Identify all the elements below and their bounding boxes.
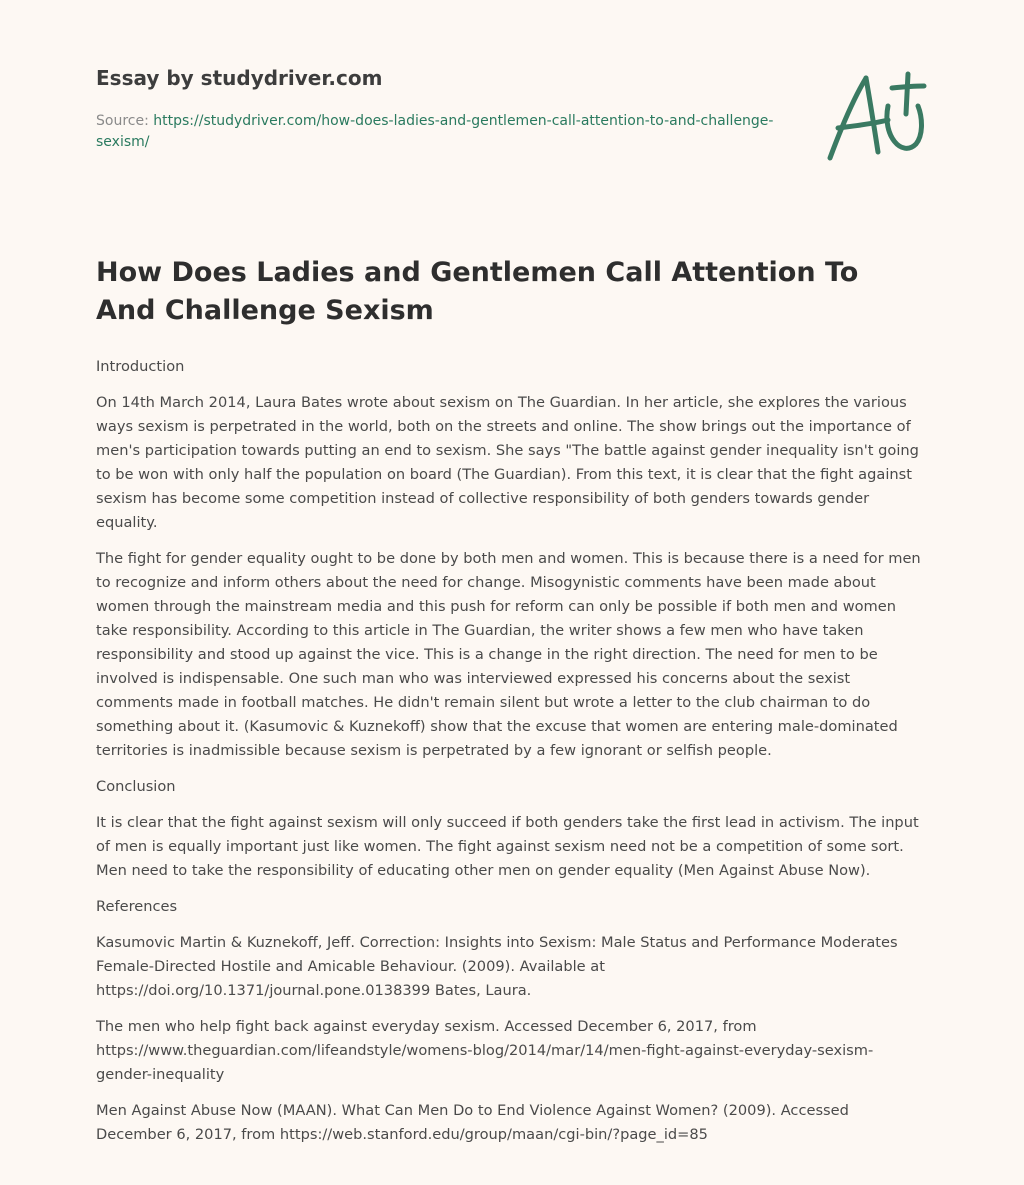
source-label: Source: [96,113,154,129]
brand-heading: Essay by studydriver.com [96,66,383,90]
essay-body [96,355,926,1159]
section-heading-references: References [96,898,178,915]
paragraph: On 14th March 2014, Laura Bates wrote about sexism on The Guardian. In her article, she explores the various ways sexism is perpetrated in the world, both on the streets and online. The show brings out the importance of men's participation towards putting an end to sexism. She says "The battle against gender inequality isn't going to be won with only half the population on board (The Guardian). From this text, it is clear that the fight against sexism has become some competition instead of collective responsibility of both genders towards gender equality. [96,394,919,531]
reference-item: Men Against Abuse Now (MAAN). What Can Men Do to End Violence Against Women? (2009). Accessed December 6, 2017, from https://web.stanford.edu/group/maan/cgi-bin/?page_id=85 [96,1102,849,1143]
a-plus-logo-icon [822,66,932,166]
reference-item: Kasumovic Martin & Kuznekoff, Jeff. Correction: Insights into Sexism: Male Status and Performance Moderates Female-Directed Hostile and Amicable Behaviour. (2009). Available at https://doi.org/10.1371/journal.pone.0138399 Bates, Laura. [96,934,898,999]
essay-title: How Does Ladies and Gentlemen Call Attention To And Challenge Sexism [96,257,859,326]
paragraph: The fight for gender equality ought to be done by both men and women. This is because there is a need for men to recognize and inform others about the need for change. Misogynistic comments have been made about women through the mainstream media and this push for reform can only be possible if both men and women take responsibility. According to this article in The Guardian, the writer shows a few men who have taken responsibility and stood up against the vice. This is a change in the right direction. The need for men to be involved is indispensable. One such man who was interviewed expressed his concerns about the sexist comments made in football matches. He didn't remain silent but wrote a letter to the club chairman to do something about it. (Kasumovic & Kuznekoff) show that the excuse that women are entering male-dominated territories is inadmissible because sexism is perpetrated by a few ignorant or selfish people. [96,550,921,759]
paragraph: It is clear that the fight against sexism will only succeed if both genders take the first lead in activism. The input of men is equally important just like women. The fight against sexism need not be a competition of some sort. Men need to take the responsibility of educating other men on gender equality (Men Against Abuse Now). [96,814,919,879]
source-link[interactable]: https://studydriver.com/how-does-ladies-and-gentlemen-call-attention-to-and-challenge-sexism/ [96,113,774,150]
section-heading-conclusion: Conclusion [96,778,176,795]
reference-item: The men who help fight back against everyday sexism. Accessed December 6, 2017, from https://www.theguardian.com/lifeandstyle/womens-blog/2014/mar/14/men-fight-against-everyday-sexism-gender-inequality [96,1018,874,1083]
source-line [96,111,776,153]
section-heading-introduction: Introduction [96,358,185,375]
